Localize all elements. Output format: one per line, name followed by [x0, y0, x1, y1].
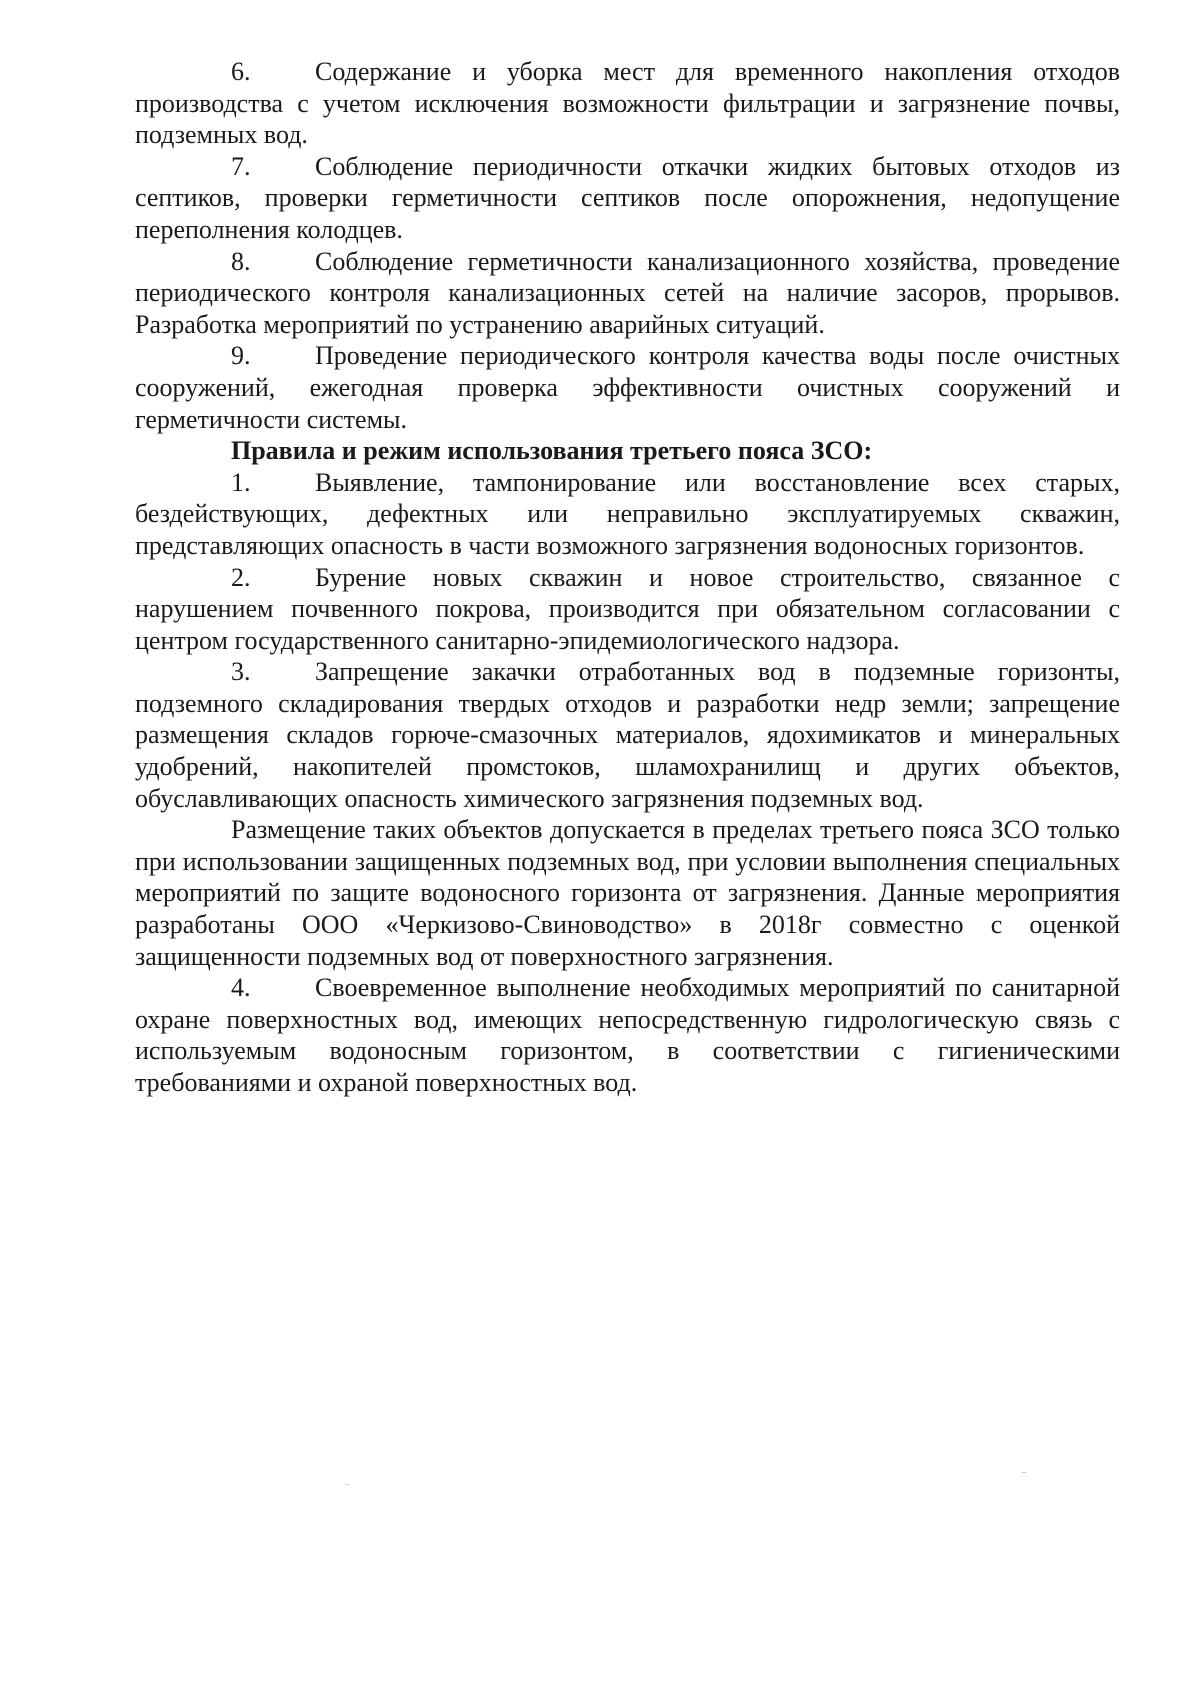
list-item	[135, 56, 1120, 151]
list-item	[135, 151, 1120, 246]
document-page	[135, 56, 1120, 1099]
item-number: 6.	[231, 57, 251, 86]
item-number: 4.	[231, 973, 251, 1003]
item-text: Своевременное выполнение необходимых мероприятий по санитарной охране поверхностных вод, имеющих непосредственную гидрологическую связь с используемым водоносным горизонтом, в соответствии с гигиеническими требованиями и охраной поверхностных вод.	[135, 973, 1120, 1097]
item-text: Содержание и уборка мест для временного накопления отходов производства с учетом исключения возможности фильтрации и загрязнение почвы, подземных вод.	[135, 57, 1120, 150]
list-item	[135, 246, 1120, 341]
item-text: Запрещение закачки отработанных вод в подземные горизонты, подземного складирования твердых отходов и разработки недр земли; запрещение размещения складов горюче-смазочных материалов, ядохимикатов и минеральных удобрений, накопителей промстоков, шламохранилищ и других объектов, обуславливающих опасность химического загрязнения подземных вод.	[135, 657, 1120, 813]
item-number: 1.	[231, 467, 251, 497]
section-heading: Правила и режим использования третьего пояса ЗСО:	[231, 436, 873, 466]
item-text: Соблюдение герметичности канализационного хозяйства, проведение периодического контроля канализационных сетей на наличие засоров, прорывов. Разработка мероприятий по устранению аварийных ситуаций.	[135, 246, 1120, 339]
item-text: Проведение периодического контроля качества воды после очистных сооружений, ежегодная проверка эффективности очистных сооружений и герметичности системы.	[135, 341, 1120, 434]
list-item	[135, 656, 1120, 814]
list-item	[135, 972, 1120, 1098]
item-text: Бурение новых скважин и новое строительство, связанное с нарушением почвенного покрова, производится при обязательном согласовании с центром государственного санитарно-эпидемиологического надзора.	[135, 562, 1120, 655]
item-number: 9.	[231, 341, 251, 371]
item-number: 7.	[231, 151, 251, 181]
list-item	[135, 467, 1120, 562]
list-item	[135, 340, 1120, 435]
item-number: 2.	[231, 562, 251, 592]
item-text: Выявление, тампонирование или восстановление всех старых, бездействующих, дефектных или неправильно эксплуатируемых скважин, представляющих опасность в части возможного загрязнения водоносных горизонтов.	[135, 467, 1120, 560]
scan-speck	[345, 1484, 349, 1485]
scan-speck	[1022, 1472, 1026, 1473]
body-paragraph: Размещение таких объектов допускается в пределах третьего пояса ЗСО только при использовании защищенных подземных вод, при условии выполнения специальных мероприятий по защите водоносного горизонта от загрязнения. Данные мероприятия разработаны ООО «Черкизово-Свиноводство» в 2018г совместно с оценкой защищенности подземных вод от поверхностного загрязнения.	[135, 815, 1120, 971]
item-number: 8.	[231, 246, 251, 276]
item-number: 3.	[231, 657, 251, 687]
item-text: Соблюдение периодичности откачки жидких бытовых отходов из септиков, проверки герметичности септиков после опорожнения, недопущение переполнения колодцев.	[135, 151, 1120, 244]
list-item	[135, 562, 1120, 657]
